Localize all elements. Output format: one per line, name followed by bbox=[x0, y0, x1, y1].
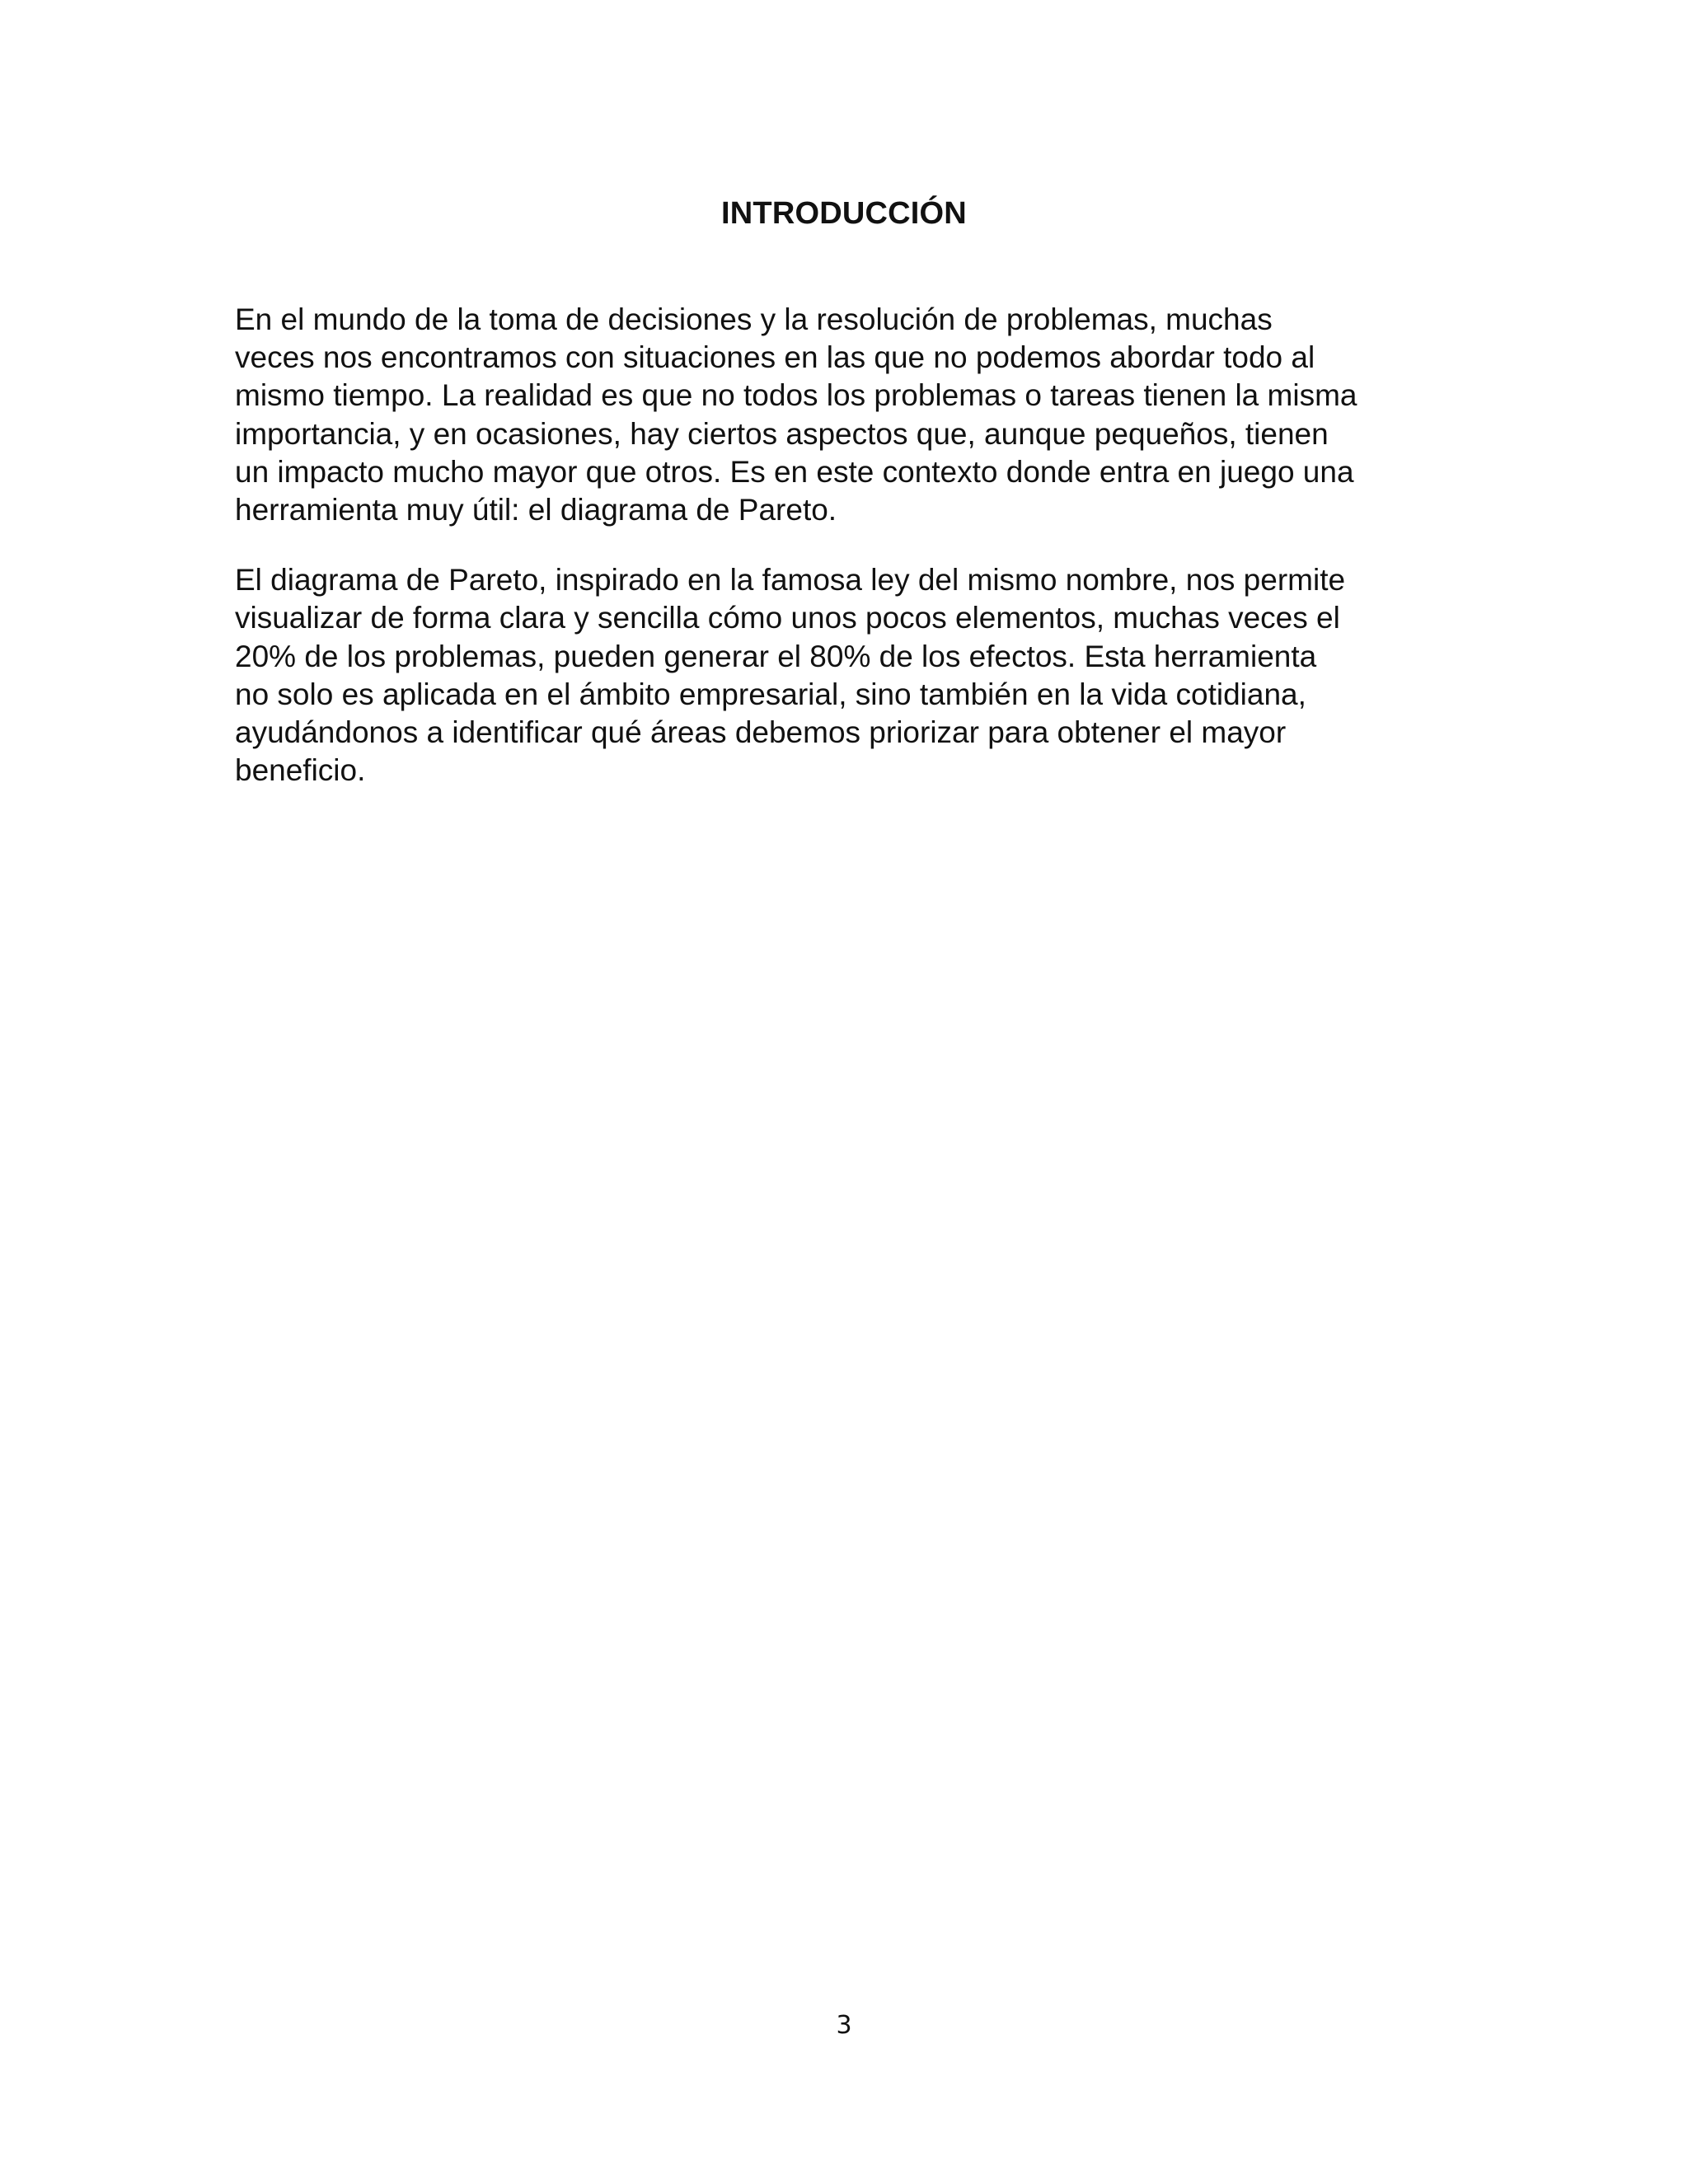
paragraph-line: visualizar de forma clara y sencilla cómo unos pocos elementos, muchas veces el bbox=[235, 601, 1340, 635]
paragraph-line: ayudándonos a identificar qué áreas debemos priorizar para obtener el mayor bbox=[235, 715, 1287, 750]
paragraph-line: herramienta muy útil: el diagrama de Pareto. bbox=[235, 493, 837, 527]
paragraph-line: mismo tiempo. La realidad es que no todos los problemas o tareas tienen la misma bbox=[235, 378, 1357, 413]
paragraph-line: no solo es aplicada en el ámbito empresarial, sino también en la vida cotidiana, bbox=[235, 677, 1306, 711]
paragraph-1 bbox=[235, 301, 1463, 529]
paragraph-line: 20% de los problemas, pueden generar el 80% de los efectos. Esta herramienta bbox=[235, 639, 1317, 673]
paragraph-line: El diagrama de Pareto, inspirado en la famosa ley del mismo nombre, nos permite bbox=[235, 563, 1346, 598]
paragraph-2 bbox=[235, 561, 1463, 790]
paragraph-line: importancia, y en ocasiones, hay ciertos aspectos que, aunque pequeños, tienen bbox=[235, 416, 1329, 451]
page-title: INTRODUCCIÓN bbox=[721, 196, 967, 231]
paragraph-line: En el mundo de la toma de decisiones y la resolución de problemas, muchas bbox=[235, 302, 1273, 336]
page-number: 3 bbox=[836, 2011, 852, 2040]
paragraph-line: beneficio. bbox=[235, 753, 366, 788]
paragraph-line: veces nos encontramos con situaciones en las que no podemos abordar todo al bbox=[235, 340, 1315, 375]
paragraph-line: un impacto mucho mayor que otros. Es en este contexto donde entra en juego una bbox=[235, 454, 1354, 489]
body-text bbox=[235, 301, 1463, 790]
